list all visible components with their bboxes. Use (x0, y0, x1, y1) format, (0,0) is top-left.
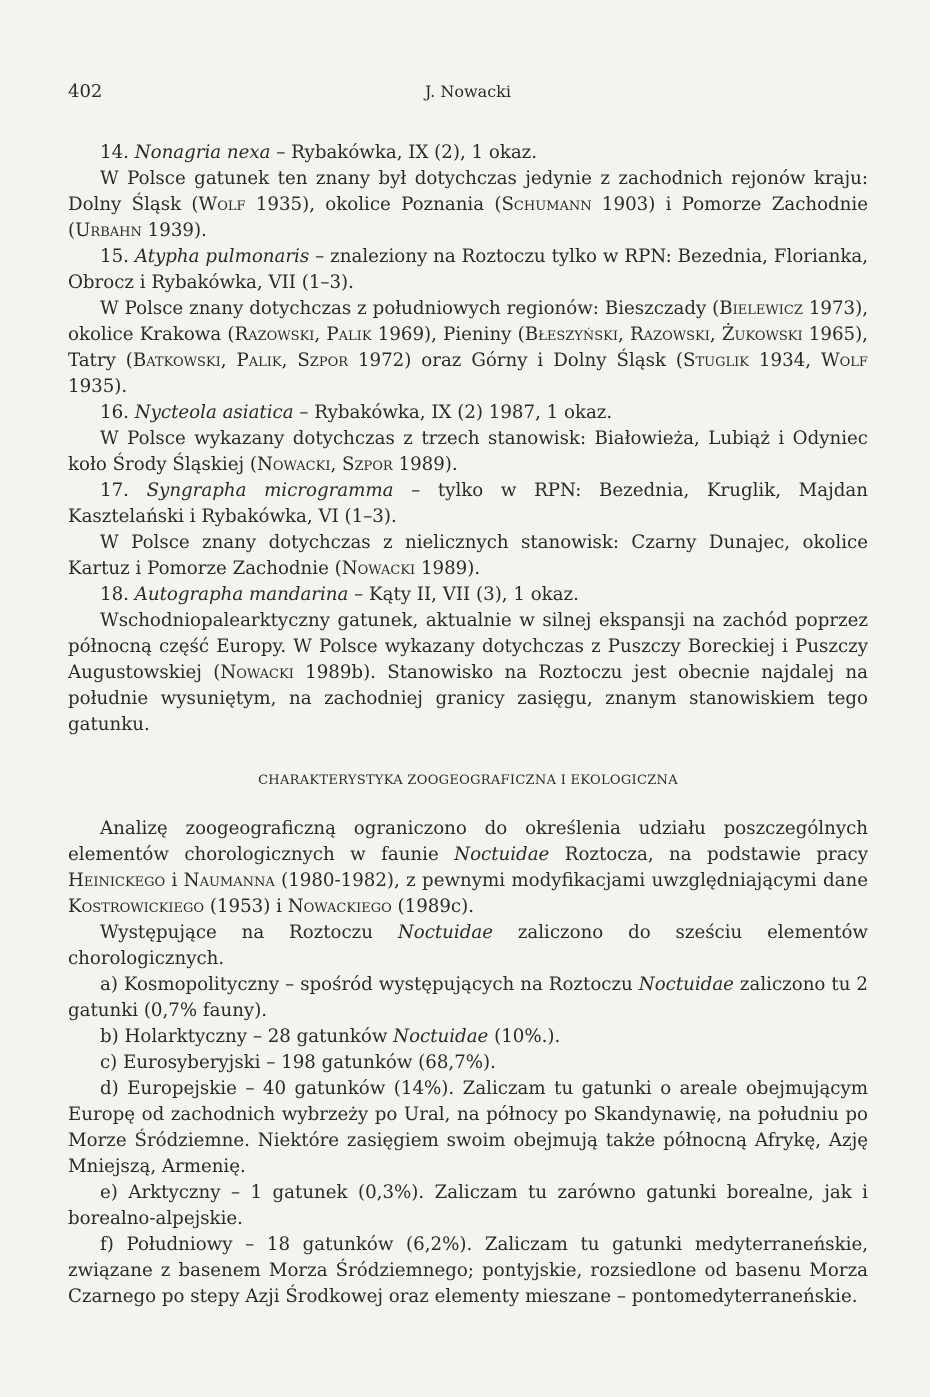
species-distribution (68, 426, 868, 478)
species-locality: – Rybakówka, IX (2) 1987, 1 okaz. (293, 402, 613, 423)
text-run: 1989). (392, 454, 458, 475)
author-citation: Schumann (501, 194, 592, 215)
author-citation: Stuglik (683, 350, 749, 371)
text-run: 1965), Tatry ( (68, 324, 868, 371)
text-run: 1989). (415, 558, 481, 579)
species-distribution (68, 166, 868, 244)
species-distribution (68, 530, 868, 582)
text-run: 1934, (748, 350, 821, 371)
body-paragraph (68, 972, 868, 1024)
taxon-name: Noctuidae (393, 1026, 489, 1047)
author-citation: Bielewicz (719, 298, 803, 319)
body-paragraph (68, 1180, 868, 1232)
species-entry (68, 400, 868, 426)
text-run: W Polsce wykazany dotychczas z trzech stanowisk: Białowieża, Lubiąż i Odyniec koło Środy Śląskiej ( (68, 428, 868, 475)
species-distribution (68, 296, 868, 400)
author-citation: Żukowski (721, 324, 803, 345)
text-run: 1903) i Pomorze Zachodnie ( (68, 194, 868, 241)
text-run: , (281, 350, 298, 371)
author-citation: Błeszyński (524, 324, 618, 345)
text-run: , (617, 324, 630, 345)
author-citation: Razowski (629, 324, 710, 345)
species-list (68, 140, 868, 738)
text-run: b) Holarktyczny – 28 gatunków (100, 1026, 394, 1047)
text-run: zaliczono tu 2 gatunki (0,7% fauny). (68, 974, 868, 1021)
text-run: zaliczono do sześciu elementów chorologicznych. (68, 922, 868, 969)
author-citation: Kostrowickiego (68, 896, 205, 917)
running-header (68, 80, 868, 104)
taxon-name: Noctuidae (397, 922, 493, 943)
taxon-name: Noctuidae (638, 974, 734, 995)
text-run: Wschodniopalearktyczny gatunek, aktualnie w silnej ekspansji na zachód poprzez północną część Europy. W Polsce wykazany dotychczas z Puszczy Boreckiej i Puszczy Augustowskiej ( (68, 610, 868, 683)
author-citation: Naumanna (183, 870, 275, 891)
body-paragraph (68, 1024, 868, 1050)
author-citation: Szpor (342, 454, 393, 475)
text-run: 1935), okolice Poznania ( (245, 194, 502, 215)
section-title: CHARAKTERYSTYKA ZOOGEOGRAFICZNA I EKOLOGICZNA (258, 773, 678, 788)
body-paragraph (68, 1232, 868, 1310)
species-number: 15. (100, 246, 129, 267)
text-run: (1989c). (391, 896, 474, 917)
body-paragraph (68, 1050, 868, 1076)
species-entry (68, 582, 868, 608)
text-run: 1973), okolice Krakowa ( (68, 298, 868, 345)
author-citation: Nowacki (220, 662, 294, 683)
body-paragraph (68, 920, 868, 972)
text-run: 1939). (141, 220, 207, 241)
species-number: 18. (100, 584, 129, 605)
text-run: Występujące na Roztoczu (100, 922, 398, 943)
species-name: Nonagria nexa (134, 142, 271, 163)
text-run: , (314, 324, 327, 345)
author-citation: Nowacki (256, 454, 331, 475)
species-entry (68, 244, 868, 296)
body-text (68, 140, 868, 1310)
text-run: f) Południowy – 18 gatunków (6,2%). Zaliczam tu gatunki medyterraneńskie, związane z basenem Morza Śródziemnego; pontyjskie, rozsiedlone od basenu Morza Czarnego po stepy Azji Środkowej oraz elementy mieszane – pontomedyterraneńskie. (68, 1234, 868, 1307)
species-locality: – tylko w RPN: Bezednia, Kruglik, Majdan Kasztelański i Rybakówka, VI (1–3). (68, 480, 868, 527)
text-run: (1980-1982), z pewnymi modyfikacjami uwzględniającymi dane (274, 870, 868, 891)
text-run: e) Arktyczny – 1 gatunek (0,3%). Zaliczam tu zarówno gatunki borealne, jak i borealno-alpejskie. (68, 1182, 868, 1229)
body-paragraph (68, 816, 868, 920)
page-number: 402 (68, 81, 103, 102)
text-run: , (709, 324, 722, 345)
species-name: Atypha pulmonaris (134, 246, 310, 267)
text-run: W Polsce znany dotychczas z nielicznych stanowisk: Czarny Dunajec, okolice Kartuz i Pomorze Zachodnie ( (68, 532, 868, 579)
text-run: (1953) i (204, 896, 288, 917)
author-citation: Nowackiego (287, 896, 392, 917)
text-run: Analizę zoogeograficzną ograniczono do określenia udziału poszczególnych elementów chorologicznych w faunie (68, 818, 868, 865)
text-run: 1972) oraz Górny i Dolny Śląsk ( (348, 350, 684, 371)
text-run: , (330, 454, 343, 475)
taxon-name: Noctuidae (454, 844, 550, 865)
text-run: 1969), Pieniny ( (371, 324, 525, 345)
text-run: W Polsce gatunek ten znany był dotychczas jedynie z zachodnich rejonów kraju: Dolny Śląsk ( (68, 168, 868, 215)
author-citation: Wolf (198, 194, 246, 215)
species-entry (68, 478, 868, 530)
text-run: 1935). (68, 376, 128, 397)
species-entry (68, 140, 868, 166)
running-author: J. Nowacki (425, 82, 511, 101)
section-heading-wrap (68, 766, 868, 794)
species-number: 14. (100, 142, 129, 163)
text-run: d) Europejskie – 40 gatunków (14%). Zaliczam tu gatunki o areale obejmującym Europę od zachodnich wybrzeży po Ural, na północy po Skandynawię, na południu po Morze Śródziemne. Niektóre zasięgiem swoim obejmują także północną Afrykę, Azję Mniejszą, Armenię. (68, 1078, 868, 1177)
author-citation: Palik (326, 324, 372, 345)
species-distribution (68, 608, 868, 738)
text-run: , (220, 350, 237, 371)
species-number: 16. (100, 402, 129, 423)
body-paragraph (68, 1076, 868, 1180)
species-number: 17. (100, 480, 129, 501)
text-run: (10%.). (488, 1026, 561, 1047)
author-citation: Urbahn (75, 220, 142, 241)
author-citation: Palik (236, 350, 282, 371)
author-citation: Heinickego (68, 870, 166, 891)
author-citation: Batkowski (132, 350, 221, 371)
species-name: Autographa mandarina (134, 584, 349, 605)
text-run: c) Eurosyberyjski – 198 gatunków (68,7%). (100, 1052, 496, 1073)
species-locality: – Kąty II, VII (3), 1 okaz. (348, 584, 579, 605)
species-name: Nycteola asiatica (134, 402, 294, 423)
author-citation: Wolf (820, 350, 868, 371)
text-run: W Polsce znany dotychczas z południowych regionów: Bieszczady ( (100, 298, 720, 319)
author-citation: Razowski (234, 324, 315, 345)
section-body (68, 816, 868, 1310)
text-run: i (165, 870, 184, 891)
text-run: Roztocza, na podstawie pracy (549, 844, 868, 865)
text-run: 1989b). Stanowisko na Roztoczu jest obecnie najdalej na południe wysuniętym, na zachodniej granicy zasięgu, znanym stanowiskiem tego gatunku. (68, 662, 868, 735)
author-citation: Nowacki (341, 558, 416, 579)
species-locality: – znaleziony na Roztoczu tylko w RPN: Bezednia, Florianka, Obrocz i Rybakówka, VII (1–3). (68, 246, 868, 293)
text-run: a) Kosmopolityczny – spośród występujących na Roztoczu (100, 974, 639, 995)
author-citation: Szpor (297, 350, 349, 371)
species-name: Syngrapha microgramma (146, 480, 394, 501)
species-locality: – Rybakówka, IX (2), 1 okaz. (270, 142, 538, 163)
